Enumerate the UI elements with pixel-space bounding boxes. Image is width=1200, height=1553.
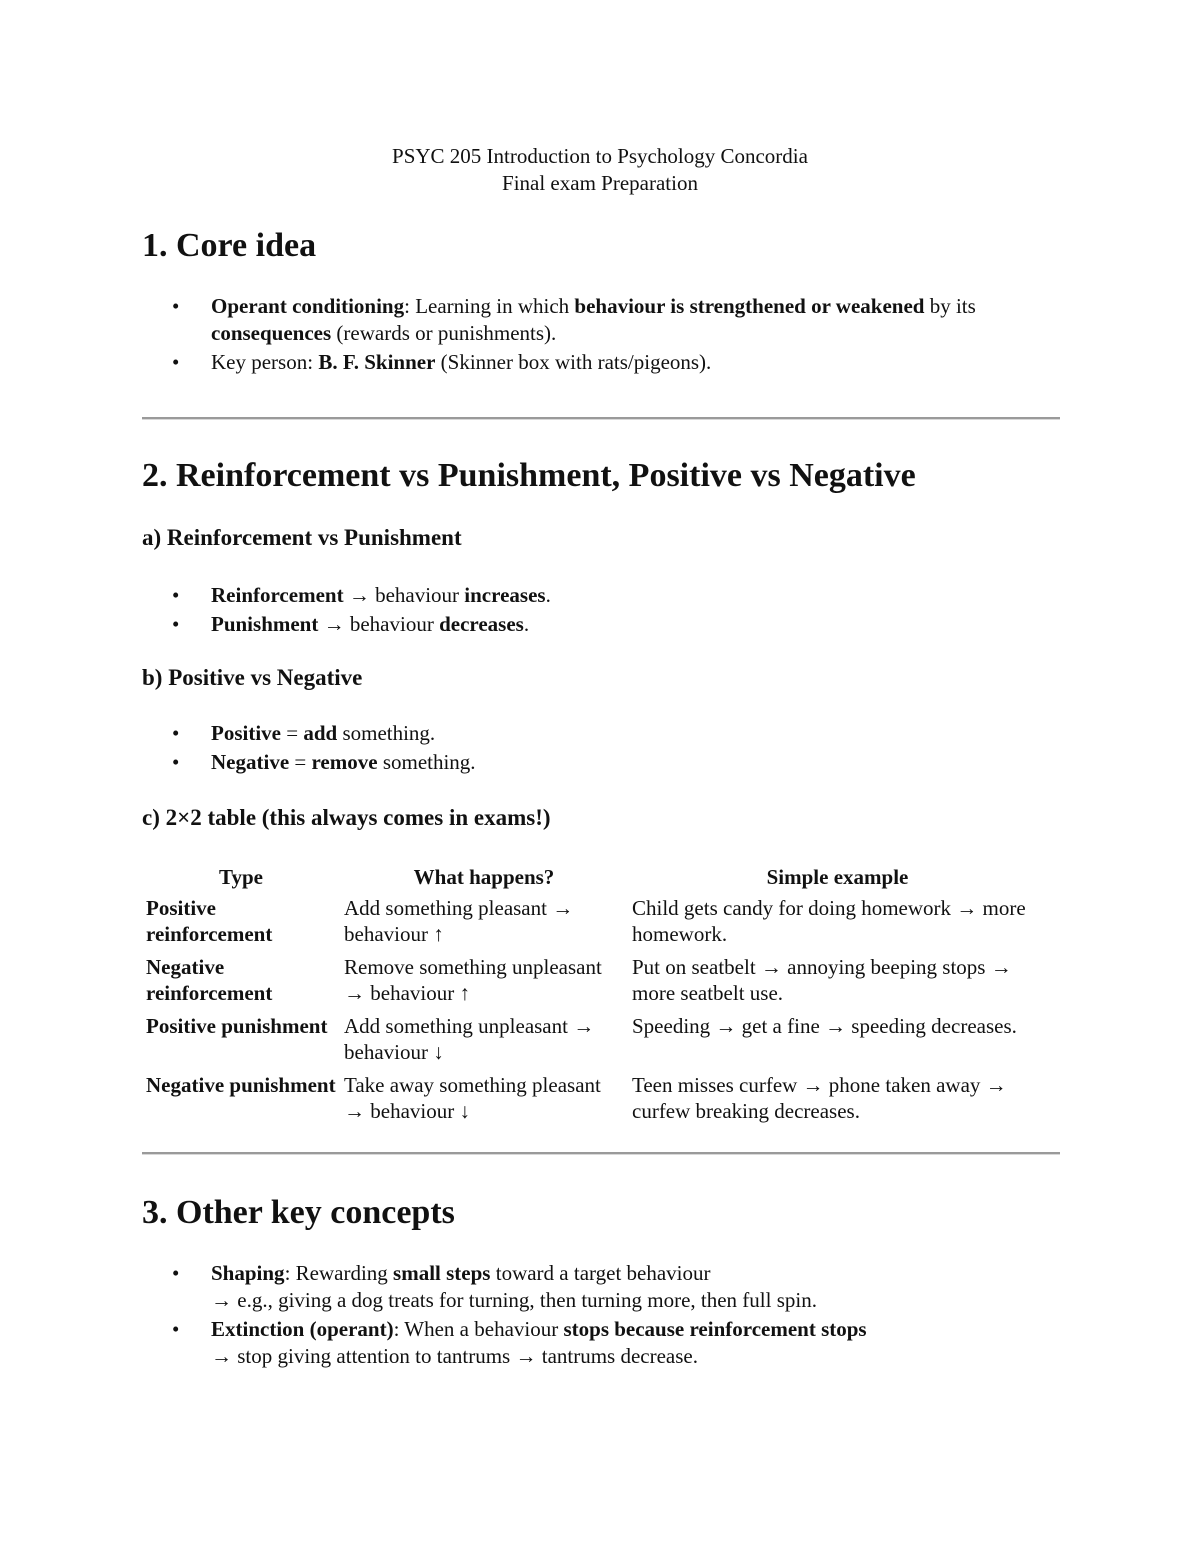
list-item: • Shaping: Rewarding small steps toward a target behaviour → e.g., giving a dog treats for turning, then turning more, then full spin. <box>142 1260 1062 1314</box>
subsection-a-heading: a) Reinforcement vs Punishment <box>142 525 462 550</box>
section-1-list <box>142 293 1062 378</box>
table-cell: Put on seatbelt → annoying beeping stops → more seatbelt use. <box>632 955 1012 1005</box>
horizontal-rule <box>142 1152 1060 1155</box>
list-item: • Negative = remove something. <box>142 749 1062 776</box>
table-cell: Negative punishment <box>146 1073 336 1097</box>
table-cell: Speeding → get a fine → speeding decreases. <box>632 1014 1017 1038</box>
section-3-list <box>142 1260 1062 1372</box>
horizontal-rule <box>142 417 1060 420</box>
table-cell: Add something unpleasant → behaviour ↓ <box>344 1014 595 1064</box>
course-title: PSYC 205 Introduction to Psychology Concordia <box>392 144 808 168</box>
key-person-name: B. F. Skinner <box>318 350 436 374</box>
subsection-b-list <box>142 720 1062 778</box>
section-1-heading: 1. Core idea <box>142 227 317 264</box>
table-cell: Teen misses curfew → phone taken away → curfew breaking decreases. <box>632 1073 1007 1123</box>
table-row <box>142 895 1047 954</box>
table-cell: Child gets candy for doing homework → more homework. <box>632 896 1026 946</box>
column-header-what-happens: What happens? <box>413 865 555 889</box>
subsection-b-heading: b) Positive vs Negative <box>142 665 363 690</box>
subsection-a-list <box>142 582 1062 640</box>
list-item: • Extinction (operant): When a behaviour stops because reinforcement stops → stop giving attention to tantrums → tantrums decrease. <box>142 1316 1062 1370</box>
subsection-c-heading: c) 2×2 table (this always comes in exams!) <box>142 805 551 830</box>
list-item: • Reinforcement → behaviour increases. <box>142 582 1062 609</box>
list-item: • Punishment → behaviour decreases. <box>142 611 1062 638</box>
table-row <box>142 954 1047 1013</box>
column-header-example: Simple example <box>766 865 909 889</box>
section-3-heading: 3. Other key concepts <box>142 1194 455 1231</box>
table-cell: Positive reinforcement <box>146 896 273 946</box>
list-item: • Key person: B. F. Skinner (Skinner box with rats/pigeons). <box>142 349 1062 376</box>
table-row <box>142 1013 1047 1072</box>
list-item: • Positive = add something. <box>142 720 1062 747</box>
document-subtitle: Final exam Preparation <box>502 171 698 195</box>
table-cell: Negative reinforcement <box>146 955 273 1005</box>
table-cell: Remove something unpleasant → behaviour ↑ <box>344 955 602 1005</box>
table-cell: Take away something pleasant → behaviour ↓ <box>344 1073 601 1123</box>
column-header-type: Type <box>219 865 263 889</box>
table-cell: Add something pleasant → behaviour ↑ <box>344 896 574 946</box>
table-row <box>142 1072 1047 1131</box>
section-2-heading: 2. Reinforcement vs Punishment, Positive vs Negative <box>142 457 916 494</box>
term-operant-conditioning: Operant conditioning <box>211 294 405 318</box>
document-header <box>0 143 1200 197</box>
list-item: • Operant conditioning: Learning in which behaviour is strengthened or weakened by its consequences (rewards or punishments). <box>142 293 1062 347</box>
conditioning-table <box>142 862 1047 1131</box>
table-cell: Positive punishment <box>146 1014 328 1038</box>
table-header-row <box>142 862 1047 895</box>
